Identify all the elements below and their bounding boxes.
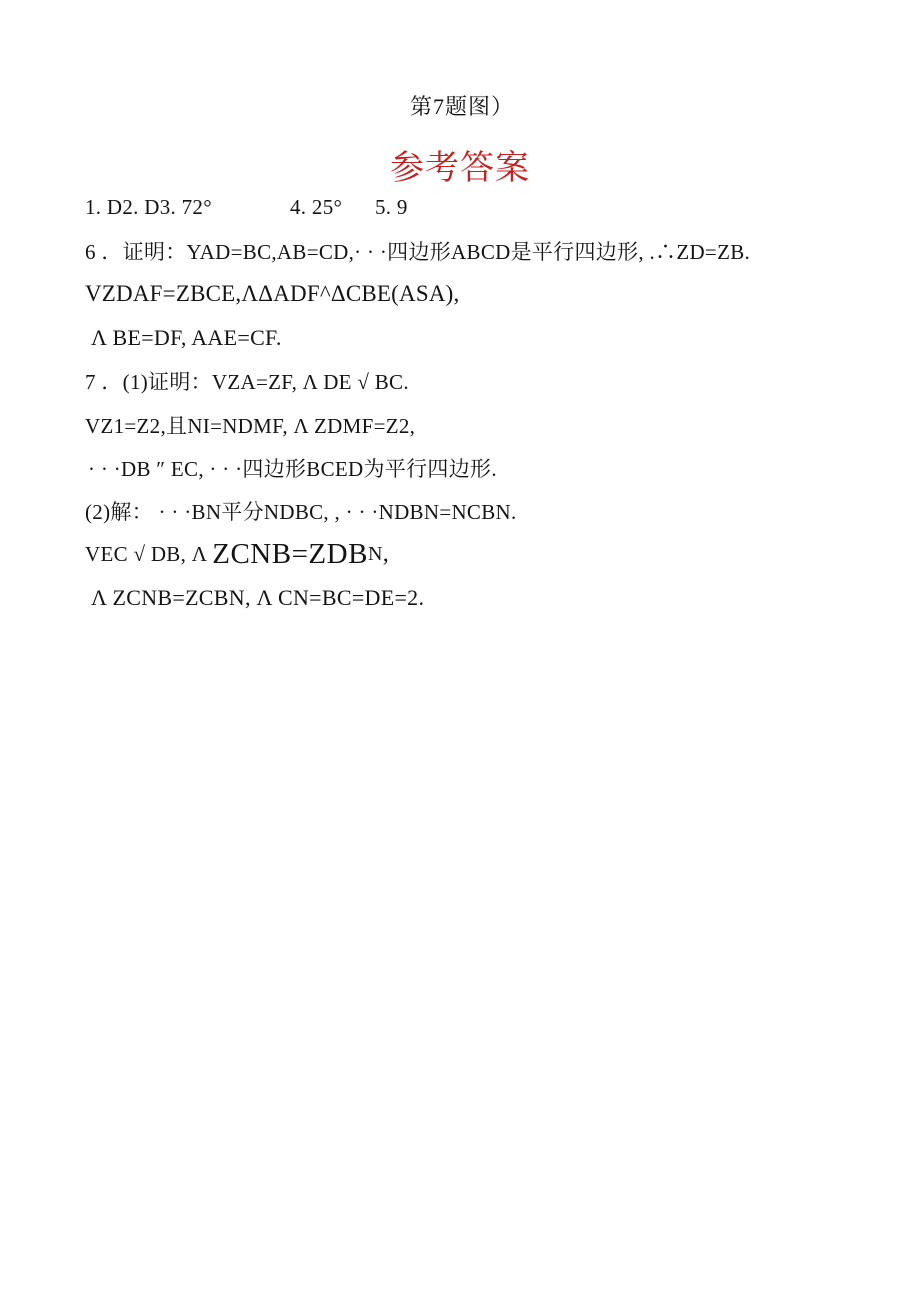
figure-caption: 第7题图） [410, 94, 515, 119]
angle-line-smallcap: N [367, 543, 383, 566]
q7-part2-angle-line [85, 533, 880, 576]
q7-part1-proof-line: 7 ．(1)证明：VZA=ZF, Λ DE √ BC. [85, 370, 409, 395]
q7-part1-step2-line: VZ1=Z2,且NI=NDMF, Λ ZDMF=Z2, [85, 413, 416, 438]
q6-conclusion-line: Λ BE=DF, AAE=CF. [91, 324, 282, 350]
answer-4: 4. 25° [290, 195, 343, 220]
q7-part1-conclusion-line: · · ·DB ″ EC, · · ·四边形BCED为平行四边形. [88, 457, 497, 482]
q7-part2-solution-line: (2)解： · · ·BN平分NDBC, , · · ·NDBN=NCBN. [85, 500, 517, 525]
answers-row [85, 186, 880, 229]
answer-5: 5. 9 [375, 195, 408, 220]
answer-content [85, 186, 880, 620]
angle-line-prefix: VEC √ DB, Λ [85, 542, 213, 567]
answers-1-to-3: 1. D2. D3. 72° [85, 195, 212, 220]
angle-line-comma: , [382, 541, 389, 568]
q7-part2-conclusion-line: Λ ZCNB=ZCBN, Λ CN=BC=DE=2. [91, 585, 425, 611]
page-title: 参考答案 [390, 150, 530, 187]
q6-proof-line: 6 ．证明：YAD=BC,AB=CD,· · ·四边形ABCD是平行四边形, .∴ZD=ZB. [85, 240, 751, 265]
angle-line-emphasis: ZCNB=ZDB [212, 538, 368, 571]
q6-congruence-line: VZDAF=ZBCE,ΛΔADF^ΔCBE(ASA), [85, 281, 460, 307]
